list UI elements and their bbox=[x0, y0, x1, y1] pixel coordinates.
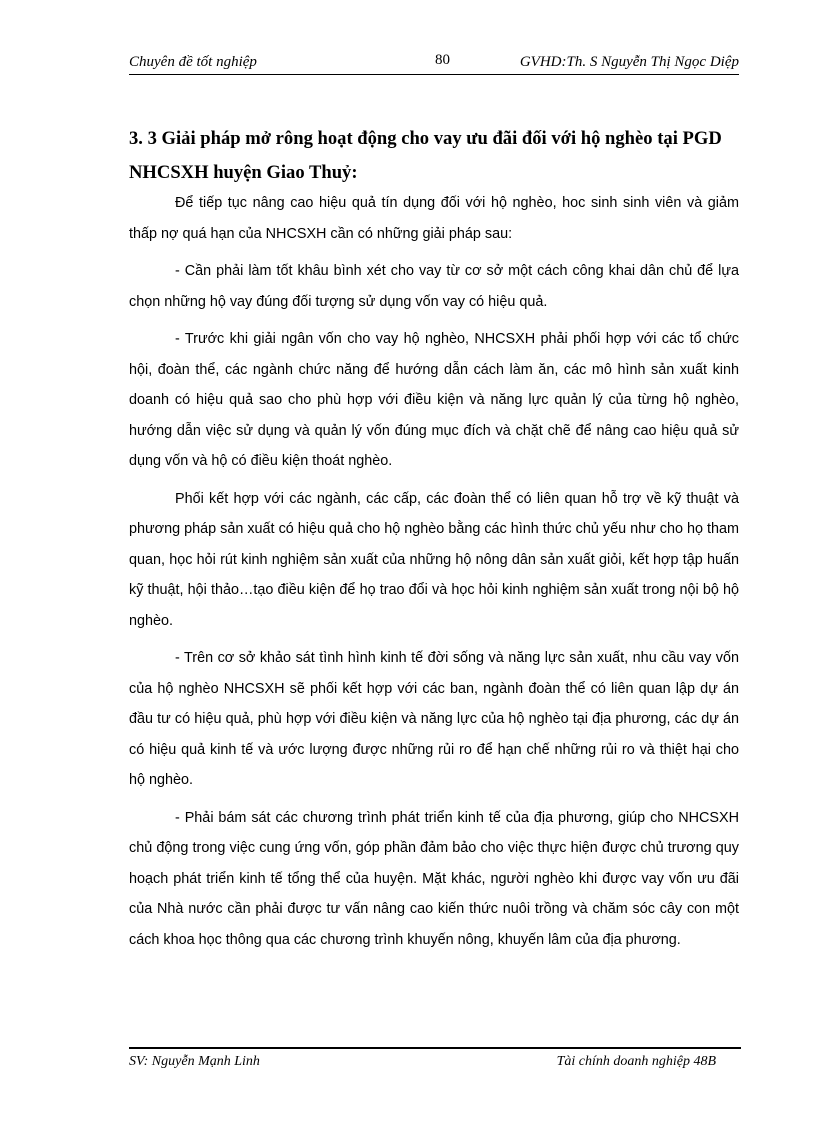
section-title: 3. 3 Giải pháp mở rông hoạt động cho vay ưu đãi đối với hộ nghèo tại PGD NHCSXH huyện Giao Thuỷ: bbox=[129, 128, 722, 183]
page-number: 80 bbox=[435, 52, 450, 68]
page-header bbox=[129, 52, 739, 74]
footer-class: Tài chính doanh nghiệp 48B bbox=[556, 1054, 716, 1069]
body-text bbox=[129, 188, 739, 962]
footer-student: SV: Nguyễn Mạnh Linh bbox=[129, 1054, 260, 1069]
header-divider bbox=[129, 74, 739, 75]
footer-divider bbox=[129, 1047, 741, 1049]
paragraph: - Trước khi giải ngân vốn cho vay hộ nghèo, NHCSXH phải phối hợp với các tổ chức hội, đoàn thể, các ngành chức năng để hướng dẫn cách làm ăn, các mô hình sản xuất kinh doanh có hiệu quả sao cho phù hợp với điều kiện và năng lực quản lý của từng hộ nghèo, hướng dẫn việc sử dụng và quản lý vốn đúng mục đích và chặt chẽ để nâng cao hiệu quả sử dụng vốn và hộ có điều kiện thoát nghèo. bbox=[129, 331, 739, 469]
header-thesis-label: Chuyên đề tốt nghiệp bbox=[129, 54, 257, 70]
paragraph: Để tiếp tục nâng cao hiệu quả tín dụng đối với hộ nghèo, hoc sinh sinh viên và giảm thấp nợ quá hạn của NHCSXH cần có những giải pháp sau: bbox=[129, 195, 739, 242]
paragraph: - Cần phải làm tốt khâu bình xét cho vay từ cơ sở một cách công khai dân chủ để lựa chọn những hộ vay đúng đối tượng sử dụng vốn vay có hiệu quả. bbox=[129, 263, 739, 310]
paragraph: - Trên cơ sở khảo sát tình hình kinh tế đời sống và năng lực sản xuất, nhu cầu vay vốn của hộ nghèo NHCSXH sẽ phối kết hợp với các ban, ngành đoàn thể có liên quan lập dự án đầu tư có hiệu quả, phù hợp với điều kiện và năng lực của hộ nghèo tại địa phương, các dự án có hiệu quả kinh tế và ước lượng được những rủi ro để hạn chế những rủi ro và thiệt hại cho hộ nghèo. bbox=[129, 650, 739, 788]
header-advisor: GVHD:Th. S Nguyễn Thị Ngọc Diệp bbox=[519, 54, 739, 70]
paragraph: - Phải bám sát các chương trình phát triển kinh tế của địa phương, giúp cho NHCSXH chủ động trong việc cung ứng vốn, góp phần đảm bảo cho việc thực hiện được chủ trương quy hoạch phát triển kinh tế tổng thể của huyện. Mặt khác, người nghèo khi được vay vốn ưu đãi của Nhà nước cần phải được tư vấn nâng cao kiến thức nuôi trồng và chăm sóc cây con một cách khoa học thông qua các chương trình khuyến nông, khuyến lâm của địa phương. bbox=[129, 809, 739, 948]
paragraph: Phối kết hợp với các ngành, các cấp, các đoàn thể có liên quan hỗ trợ về kỹ thuật và phương pháp sản xuất có hiệu quả cho hộ nghèo bằng các hình thức chủ yếu như cho họ tham quan, học hỏi rút kinh nghiệm sản xuất của những hộ nông dân sản xuất giỏi, kết hợp tập huấn kỹ thuật, hội thảo…tạo điều kiện để họ trao đổi và học hỏi kinh nghiệm sản xuất trong nội bộ hộ nghèo. bbox=[129, 490, 739, 629]
